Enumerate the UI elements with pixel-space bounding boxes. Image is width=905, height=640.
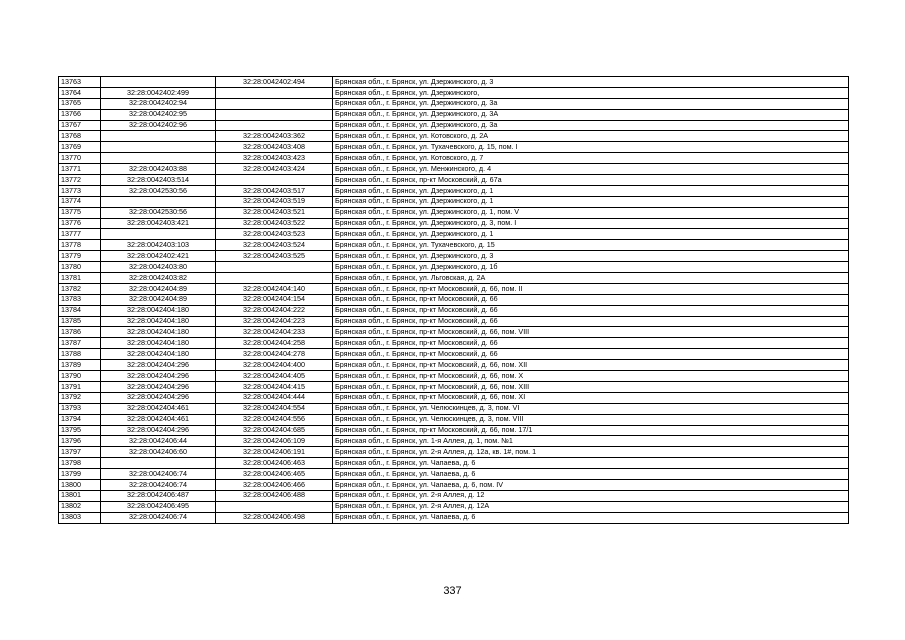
address-cell: Брянская обл., г. Брянск, ул. 2-я Аллея, д. 12 bbox=[333, 490, 849, 501]
parcel-number-cell: 32:28:0042403:514 bbox=[101, 175, 216, 186]
row-number-cell: 13796 bbox=[59, 436, 101, 447]
object-number-cell: 32:28:0042406:463 bbox=[216, 458, 333, 469]
parcel-number-cell: 32:28:0042403:80 bbox=[101, 262, 216, 273]
address-cell: Брянская обл., г. Брянск, ул. Челюскинцев, д. 3, пом. VI bbox=[333, 403, 849, 414]
parcel-number-cell: 32:28:0042404:180 bbox=[101, 349, 216, 360]
table-row bbox=[59, 87, 849, 98]
table-row bbox=[59, 207, 849, 218]
table-row bbox=[59, 120, 849, 131]
object-number-cell: 32:28:0042403:524 bbox=[216, 240, 333, 251]
table-row bbox=[59, 425, 849, 436]
parcel-number-cell: 32:28:0042402:95 bbox=[101, 109, 216, 120]
parcel-number-cell bbox=[101, 77, 216, 88]
table-row bbox=[59, 490, 849, 501]
registry-table bbox=[58, 76, 849, 524]
parcel-number-cell: 32:28:0042404:89 bbox=[101, 294, 216, 305]
object-number-cell bbox=[216, 175, 333, 186]
table-row bbox=[59, 175, 849, 186]
object-number-cell: 32:28:0042404:405 bbox=[216, 371, 333, 382]
address-cell: Брянская обл., г. Брянск, ул. Дзержинского, д. 1, пом. V bbox=[333, 207, 849, 218]
object-number-cell: 32:28:0042402:494 bbox=[216, 77, 333, 88]
table-row bbox=[59, 283, 849, 294]
row-number-cell: 13787 bbox=[59, 338, 101, 349]
row-number-cell: 13764 bbox=[59, 87, 101, 98]
address-cell: Брянская обл., г. Брянск, пр-кт Московский, д. 66, пом. X bbox=[333, 371, 849, 382]
table-row bbox=[59, 327, 849, 338]
table-row bbox=[59, 77, 849, 88]
row-number-cell: 13795 bbox=[59, 425, 101, 436]
row-number-cell: 13777 bbox=[59, 229, 101, 240]
address-cell: Брянская обл., г. Брянск, пр-кт Московский, д. 66, пом. VIII bbox=[333, 327, 849, 338]
table-row bbox=[59, 349, 849, 360]
object-number-cell: 32:28:0042406:191 bbox=[216, 447, 333, 458]
table-row bbox=[59, 251, 849, 262]
address-cell: Брянская обл., г. Брянск, пр-кт Московский, д. 66 bbox=[333, 294, 849, 305]
table-row bbox=[59, 164, 849, 175]
object-number-cell: 32:28:0042404:444 bbox=[216, 392, 333, 403]
parcel-number-cell: 32:28:0042402:94 bbox=[101, 98, 216, 109]
table-row bbox=[59, 512, 849, 523]
table-row bbox=[59, 436, 849, 447]
parcel-number-cell: 32:28:0042406:74 bbox=[101, 512, 216, 523]
parcel-number-cell: 32:28:0042404:296 bbox=[101, 360, 216, 371]
table-row bbox=[59, 98, 849, 109]
row-number-cell: 13801 bbox=[59, 490, 101, 501]
table-row bbox=[59, 403, 849, 414]
object-number-cell: 32:28:0042404:258 bbox=[216, 338, 333, 349]
object-number-cell: 32:28:0042404:140 bbox=[216, 283, 333, 294]
row-number-cell: 13798 bbox=[59, 458, 101, 469]
address-cell: Брянская обл., г. Брянск, ул. Дзержинского, д. 3 bbox=[333, 77, 849, 88]
row-number-cell: 13771 bbox=[59, 164, 101, 175]
address-cell: Брянская обл., г. Брянск, ул. Дзержинского, д. 1б bbox=[333, 262, 849, 273]
table-row bbox=[59, 371, 849, 382]
address-cell: Брянская обл., г. Брянск, пр-кт Московский, д. 66, пом. II bbox=[333, 283, 849, 294]
parcel-number-cell: 32:28:0042404:461 bbox=[101, 414, 216, 425]
parcel-number-cell: 32:28:0042402:96 bbox=[101, 120, 216, 131]
row-number-cell: 13769 bbox=[59, 142, 101, 153]
object-number-cell bbox=[216, 262, 333, 273]
object-number-cell: 32:28:0042403:408 bbox=[216, 142, 333, 153]
table-row bbox=[59, 240, 849, 251]
parcel-number-cell: 32:28:0042402:499 bbox=[101, 87, 216, 98]
row-number-cell: 13772 bbox=[59, 175, 101, 186]
row-number-cell: 13780 bbox=[59, 262, 101, 273]
object-number-cell: 32:28:0042404:556 bbox=[216, 414, 333, 425]
parcel-number-cell: 32:28:0042404:296 bbox=[101, 371, 216, 382]
row-number-cell: 13797 bbox=[59, 447, 101, 458]
object-number-cell: 32:28:0042404:415 bbox=[216, 381, 333, 392]
parcel-number-cell: 32:28:0042404:296 bbox=[101, 381, 216, 392]
address-cell: Брянская обл., г. Брянск, ул. Тухачевского, д. 15, пом. I bbox=[333, 142, 849, 153]
table-row bbox=[59, 305, 849, 316]
parcel-number-cell: 32:28:0042403:88 bbox=[101, 164, 216, 175]
address-cell: Брянская обл., г. Брянск, пр-кт Московский, д. 66 bbox=[333, 316, 849, 327]
row-number-cell: 13765 bbox=[59, 98, 101, 109]
object-number-cell: 32:28:0042403:517 bbox=[216, 185, 333, 196]
row-number-cell: 13770 bbox=[59, 153, 101, 164]
address-cell: Брянская обл., г. Брянск, ул. Чапаева, д. 6, пом. IV bbox=[333, 479, 849, 490]
object-number-cell: 32:28:0042406:488 bbox=[216, 490, 333, 501]
page-number: 337 bbox=[443, 585, 462, 597]
address-cell: Брянская обл., г. Брянск, ул. Дзержинского, д. 3, пом. I bbox=[333, 218, 849, 229]
row-number-cell: 13794 bbox=[59, 414, 101, 425]
table-row bbox=[59, 294, 849, 305]
parcel-number-cell bbox=[101, 153, 216, 164]
parcel-number-cell: 32:28:0042403:421 bbox=[101, 218, 216, 229]
parcel-number-cell: 32:28:0042530:56 bbox=[101, 207, 216, 218]
address-cell: Брянская обл., г. Брянск, ул. Льговская, д. 2А bbox=[333, 273, 849, 284]
address-cell: Брянская обл., г. Брянск, ул. Чапаева, д. 6 bbox=[333, 458, 849, 469]
registry-table-body bbox=[59, 77, 849, 524]
row-number-cell: 13784 bbox=[59, 305, 101, 316]
parcel-number-cell: 32:28:0042404:296 bbox=[101, 425, 216, 436]
object-number-cell: 32:28:0042403:423 bbox=[216, 153, 333, 164]
object-number-cell: 32:28:0042404:154 bbox=[216, 294, 333, 305]
object-number-cell: 32:28:0042404:223 bbox=[216, 316, 333, 327]
object-number-cell: 32:28:0042403:519 bbox=[216, 196, 333, 207]
object-number-cell: 32:28:0042404:278 bbox=[216, 349, 333, 360]
table-row bbox=[59, 479, 849, 490]
table-row bbox=[59, 392, 849, 403]
parcel-number-cell bbox=[101, 196, 216, 207]
object-number-cell: 32:28:0042406:498 bbox=[216, 512, 333, 523]
table-row bbox=[59, 381, 849, 392]
table-row bbox=[59, 414, 849, 425]
object-number-cell: 32:28:0042406:466 bbox=[216, 479, 333, 490]
row-number-cell: 13802 bbox=[59, 501, 101, 512]
object-number-cell: 32:28:0042404:222 bbox=[216, 305, 333, 316]
table-row bbox=[59, 196, 849, 207]
address-cell: Брянская обл., г. Брянск, ул. Дзержинского, д. 1 bbox=[333, 185, 849, 196]
parcel-number-cell: 32:28:0042406:74 bbox=[101, 469, 216, 480]
parcel-number-cell: 32:28:0042530:56 bbox=[101, 185, 216, 196]
address-cell: Брянская обл., г. Брянск, пр-кт Московский, д. 66, пом. 17/1 bbox=[333, 425, 849, 436]
table-row bbox=[59, 262, 849, 273]
table-row bbox=[59, 109, 849, 120]
table-row bbox=[59, 229, 849, 240]
row-number-cell: 13790 bbox=[59, 371, 101, 382]
parcel-number-cell: 32:28:0042406:487 bbox=[101, 490, 216, 501]
object-number-cell: 32:28:0042403:525 bbox=[216, 251, 333, 262]
row-number-cell: 13788 bbox=[59, 349, 101, 360]
row-number-cell: 13800 bbox=[59, 479, 101, 490]
address-cell: Брянская обл., г. Брянск, ул. Чапаева, д. 6 bbox=[333, 512, 849, 523]
address-cell: Брянская обл., г. Брянск, ул. Дзержинского, д. 1 bbox=[333, 229, 849, 240]
table-row bbox=[59, 501, 849, 512]
address-cell: Брянская обл., г. Брянск, пр-кт Московский, д. 66, пом. XI bbox=[333, 392, 849, 403]
row-number-cell: 13776 bbox=[59, 218, 101, 229]
table-row bbox=[59, 185, 849, 196]
address-cell: Брянская обл., г. Брянск, ул. Дзержинского, д. 3 bbox=[333, 251, 849, 262]
object-number-cell: 32:28:0042404:554 bbox=[216, 403, 333, 414]
address-cell: Брянская обл., г. Брянск, пр-кт Московский, д. 66, пом. XIII bbox=[333, 381, 849, 392]
address-cell: Брянская обл., г. Брянск, ул. Дзержинского, д. 3а bbox=[333, 98, 849, 109]
parcel-number-cell bbox=[101, 131, 216, 142]
address-cell: Брянская обл., г. Брянск, ул. Дзержинского, bbox=[333, 87, 849, 98]
address-cell: Брянская обл., г. Брянск, ул. Дзержинского, д. 1 bbox=[333, 196, 849, 207]
parcel-number-cell: 32:28:0042403:82 bbox=[101, 273, 216, 284]
object-number-cell: 32:28:0042403:521 bbox=[216, 207, 333, 218]
parcel-number-cell: 32:28:0042406:44 bbox=[101, 436, 216, 447]
row-number-cell: 13779 bbox=[59, 251, 101, 262]
table-row bbox=[59, 131, 849, 142]
parcel-number-cell bbox=[101, 229, 216, 240]
address-cell: Брянская обл., г. Брянск, ул. Менжинского, д. 4 bbox=[333, 164, 849, 175]
object-number-cell: 32:28:0042404:400 bbox=[216, 360, 333, 371]
parcel-number-cell: 32:28:0042404:461 bbox=[101, 403, 216, 414]
parcel-number-cell: 32:28:0042404:296 bbox=[101, 392, 216, 403]
table-row bbox=[59, 469, 849, 480]
parcel-number-cell: 32:28:0042406:495 bbox=[101, 501, 216, 512]
table-row bbox=[59, 142, 849, 153]
address-cell: Брянская обл., г. Брянск, ул. Дзержинского, д. 3а bbox=[333, 120, 849, 131]
object-number-cell: 32:28:0042404:685 bbox=[216, 425, 333, 436]
parcel-number-cell: 32:28:0042403:103 bbox=[101, 240, 216, 251]
object-number-cell bbox=[216, 87, 333, 98]
address-cell: Брянская обл., г. Брянск, ул. Котовского, д. 2А bbox=[333, 131, 849, 142]
object-number-cell: 32:28:0042404:233 bbox=[216, 327, 333, 338]
address-cell: Брянская обл., г. Брянск, пр-кт Московский, д. 66 bbox=[333, 349, 849, 360]
address-cell: Брянская обл., г. Брянск, пр-кт Московский, д. 66, пом. XII bbox=[333, 360, 849, 371]
address-cell: Брянская обл., г. Брянск, ул. 2-я Аллея, д. 12а, кв. 1#, пом. 1 bbox=[333, 447, 849, 458]
row-number-cell: 13793 bbox=[59, 403, 101, 414]
row-number-cell: 13767 bbox=[59, 120, 101, 131]
table-row bbox=[59, 273, 849, 284]
address-cell: Брянская обл., г. Брянск, ул. Чапаева, д. 6 bbox=[333, 469, 849, 480]
parcel-number-cell: 32:28:0042402:421 bbox=[101, 251, 216, 262]
row-number-cell: 13778 bbox=[59, 240, 101, 251]
object-number-cell: 32:28:0042403:522 bbox=[216, 218, 333, 229]
parcel-number-cell: 32:28:0042404:180 bbox=[101, 338, 216, 349]
row-number-cell: 13763 bbox=[59, 77, 101, 88]
address-cell: Брянская обл., г. Брянск, пр-кт Московский, д. 66 bbox=[333, 338, 849, 349]
object-number-cell: 32:28:0042403:362 bbox=[216, 131, 333, 142]
parcel-number-cell: 32:28:0042404:180 bbox=[101, 316, 216, 327]
row-number-cell: 13766 bbox=[59, 109, 101, 120]
parcel-number-cell: 32:28:0042404:180 bbox=[101, 305, 216, 316]
parcel-number-cell bbox=[101, 458, 216, 469]
table-row bbox=[59, 153, 849, 164]
parcel-number-cell bbox=[101, 142, 216, 153]
row-number-cell: 13786 bbox=[59, 327, 101, 338]
address-cell: Брянская обл., г. Брянск, ул. Котовского, д. 7 bbox=[333, 153, 849, 164]
parcel-number-cell: 32:28:0042406:74 bbox=[101, 479, 216, 490]
row-number-cell: 13782 bbox=[59, 283, 101, 294]
table-row bbox=[59, 360, 849, 371]
row-number-cell: 13768 bbox=[59, 131, 101, 142]
address-cell: Брянская обл., г. Брянск, пр-кт Московский, д. 66 bbox=[333, 305, 849, 316]
object-number-cell: 32:28:0042403:424 bbox=[216, 164, 333, 175]
object-number-cell: 32:28:0042403:523 bbox=[216, 229, 333, 240]
table-row bbox=[59, 316, 849, 327]
row-number-cell: 13775 bbox=[59, 207, 101, 218]
parcel-number-cell: 32:28:0042404:89 bbox=[101, 283, 216, 294]
row-number-cell: 13791 bbox=[59, 381, 101, 392]
object-number-cell bbox=[216, 273, 333, 284]
object-number-cell: 32:28:0042406:109 bbox=[216, 436, 333, 447]
object-number-cell bbox=[216, 501, 333, 512]
address-cell: Брянская обл., г. Брянск, ул. Челюскинцев, д. 3, пом. VIII bbox=[333, 414, 849, 425]
parcel-number-cell: 32:28:0042404:180 bbox=[101, 327, 216, 338]
table-row bbox=[59, 458, 849, 469]
row-number-cell: 13774 bbox=[59, 196, 101, 207]
address-cell: Брянская обл., г. Брянск, пр-кт Московский, д. 67а bbox=[333, 175, 849, 186]
row-number-cell: 13781 bbox=[59, 273, 101, 284]
parcel-number-cell: 32:28:0042406:60 bbox=[101, 447, 216, 458]
row-number-cell: 13799 bbox=[59, 469, 101, 480]
table-row bbox=[59, 447, 849, 458]
row-number-cell: 13789 bbox=[59, 360, 101, 371]
address-cell: Брянская обл., г. Брянск, ул. 1-я Аллея, д. 1, пом. №1 bbox=[333, 436, 849, 447]
address-cell: Брянская обл., г. Брянск, ул. Дзержинского, д. 3А bbox=[333, 109, 849, 120]
row-number-cell: 13785 bbox=[59, 316, 101, 327]
address-cell: Брянская обл., г. Брянск, ул. Тухачевского, д. 15 bbox=[333, 240, 849, 251]
table-row bbox=[59, 338, 849, 349]
row-number-cell: 13792 bbox=[59, 392, 101, 403]
table-row bbox=[59, 218, 849, 229]
object-number-cell bbox=[216, 98, 333, 109]
row-number-cell: 13773 bbox=[59, 185, 101, 196]
address-cell: Брянская обл., г. Брянск, ул. 2-я Аллея, д. 12А bbox=[333, 501, 849, 512]
row-number-cell: 13783 bbox=[59, 294, 101, 305]
object-number-cell: 32:28:0042406:465 bbox=[216, 469, 333, 480]
object-number-cell bbox=[216, 109, 333, 120]
object-number-cell bbox=[216, 120, 333, 131]
row-number-cell: 13803 bbox=[59, 512, 101, 523]
